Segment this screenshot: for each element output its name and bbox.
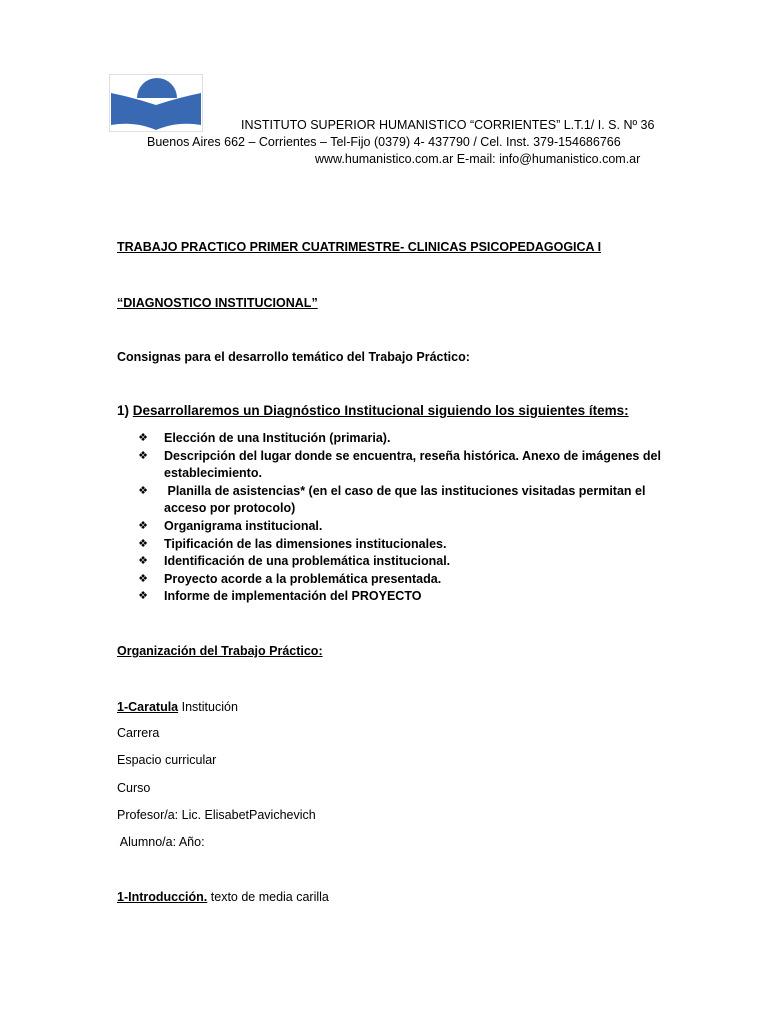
diamond-bullet-icon: ❖ <box>138 555 148 568</box>
consignas-heading: Consignas para el desarrollo temático del Trabajo Práctico: <box>117 350 470 364</box>
items-list <box>136 430 684 606</box>
list-item: ❖ Descripción del lugar donde se encuentra, reseña histórica. Anexo de imágenes del establecimiento. <box>136 448 684 483</box>
diamond-bullet-icon: ❖ <box>138 590 148 603</box>
caratula-alumno: Alumno/a: Año: <box>117 835 205 849</box>
caratula-profesor: Profesor/a: Lic. ElisabetPavichevich <box>117 808 316 822</box>
list-item: ❖ Planilla de asistencias* (en el caso de que las instituciones visitadas permitan el acceso por protocolo) <box>136 483 684 518</box>
list-item: ❖ Proyecto acorde a la problemática presentada. <box>136 571 684 589</box>
institute-name: INSTITUTO SUPERIOR HUMANISTICO “CORRIENTES” L.T.1/ I. S. Nº 36 <box>241 118 655 132</box>
caratula-curso: Curso <box>117 781 151 795</box>
list-item: ❖ Informe de implementación del PROYECTO <box>136 588 684 606</box>
item-1-number: 1) <box>117 403 130 418</box>
caratula-line <box>117 700 238 714</box>
intro-text: texto de media carilla <box>210 890 329 904</box>
intro-label: 1-Introducción. <box>117 890 208 904</box>
document-title: TRABAJO PRACTICO PRIMER CUATRIMESTRE- CLINICAS PSICOPEDAGOGICA I <box>117 240 602 254</box>
diamond-bullet-icon: ❖ <box>138 572 148 585</box>
item-1-heading <box>117 403 629 418</box>
list-item: ❖ Organigrama institucional. <box>136 518 684 536</box>
caratula-label: 1-Caratula <box>117 700 179 714</box>
diamond-bullet-icon: ❖ <box>138 432 148 444</box>
caratula-first: Institución <box>181 700 238 714</box>
list-item: ❖ Tipificación de las dimensiones institucionales. <box>136 536 684 554</box>
diamond-bullet-icon: ❖ <box>138 537 148 550</box>
institute-contact: www.humanistico.com.ar E-mail: info@humanistico.com.ar <box>315 152 641 166</box>
logo-book <box>111 93 201 130</box>
diamond-bullet-icon: ❖ <box>138 519 148 532</box>
caratula-espacio: Espacio curricular <box>117 753 217 767</box>
logo-dome <box>137 78 177 98</box>
organizacion-heading: Organización del Trabajo Práctico: <box>117 644 323 658</box>
institute-address: Buenos Aires 662 – Corrientes – Tel-Fijo (0379) 4- 437790 / Cel. Inst. 379-154686766 <box>147 135 621 149</box>
list-item: ❖ Identificación de una problemática institucional. <box>136 553 684 571</box>
diamond-bullet-icon: ❖ <box>138 449 148 462</box>
item-1-text: Desarrollaremos un Diagnóstico Institucional siguiendo los siguientes ítems: <box>132 403 629 418</box>
diamond-bullet-icon: ❖ <box>138 484 148 497</box>
list-item: ❖ Elección de una Institución (primaria). <box>136 430 684 448</box>
document-subtitle: “DIAGNOSTICO INSTITUCIONAL” <box>117 296 318 310</box>
institute-logo <box>109 74 203 132</box>
intro-line <box>117 890 329 904</box>
caratula-carrera: Carrera <box>117 726 160 740</box>
